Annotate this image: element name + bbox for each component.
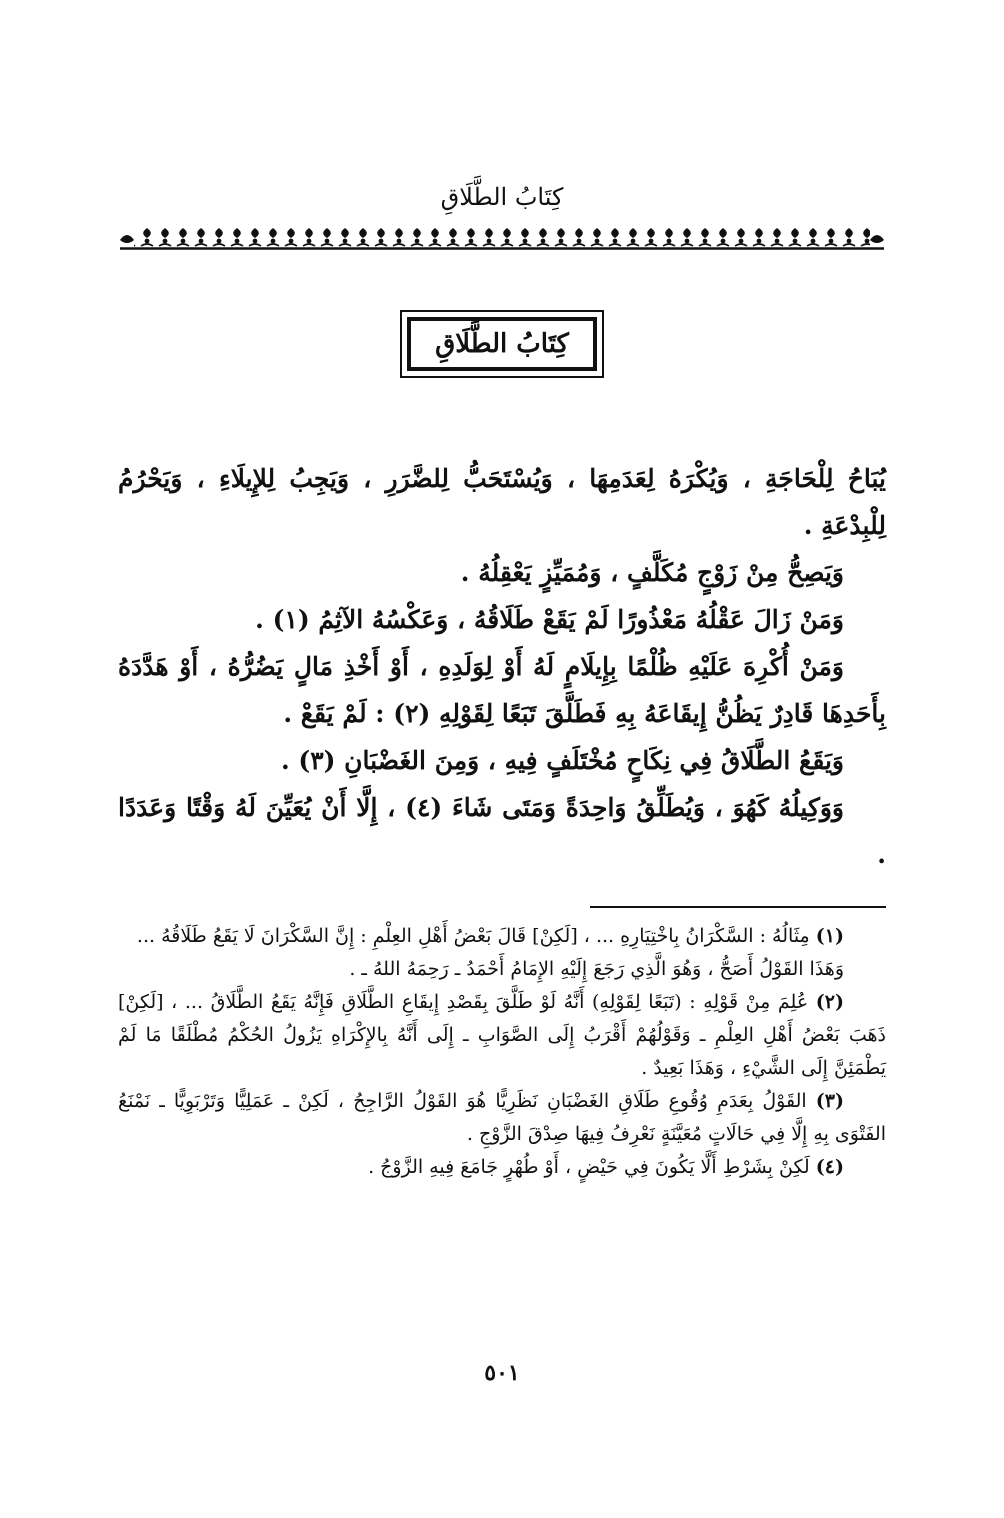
running-header: كِتَابُ الطَّلَاقِ [440, 183, 564, 211]
page-number: ٥٠١ [484, 1360, 520, 1386]
chapter-title: كِتَابُ الطَّلَاقِ [435, 329, 569, 359]
ornament-divider [120, 226, 884, 250]
paragraph: وَيَصِحُّ مِنْ زَوْجٍ مُكَلَّفٍ ، وَمُمَيِّزٍ يَعْقِلُهُ . [460, 558, 844, 587]
footnote [118, 953, 886, 986]
footnote-text: مِثَالُهُ : السَّكْرَانُ بِاخْتِيَارِهِ ... ، [لَكِنْ] قَالَ بَعْضُ أَهْلِ العِلْمِ : إِنَّ السَّكْرَانَ لَا يَقَعُ طَلَاقُهُ ... [136, 925, 810, 947]
footnote-number: (٣) [815, 1090, 844, 1112]
paragraph: وَمَنْ أُكْرِهَ عَلَيْهِ ظُلْمًا بِإِيلَامٍ لَهُ أَوْ لِوَلَدِهِ ، أَوْ أَخْذِ مَالٍ يَضُرُّهُ ، أَوْ هَدَّدَهُ بِأَحَدِهَا قَادِرٌ يَظُنُّ إِيقَاعَهُ بِهِ فَطَلَّقَ تَبَعًا لِقَوْلِهِ (٢) : لَمْ يَقَعْ . [118, 652, 886, 728]
paragraph: وَيَقَعُ الطَّلَاقُ فِي نِكَاحٍ مُخْتَلَفٍ فِيهِ ، وَمِنَ الغَضْبَانِ (٣) . [280, 746, 844, 775]
footnote [118, 986, 886, 1085]
footnote-text: عُلِمَ مِنْ قَوْلِهِ : (تَبَعًا لِقَوْلِهِ) أَنَّهُ لَوْ طَلَّقَ بِقَصْدِ إِيقَاعِ الطَّلَاقِ فَإِنَّهُ يَقَعُ الطَّلَاقُ ... ، [لَكِنْ] ذَهَبَ بَعْضُ أَهْلِ العِلْمِ ـ وَقَوْلُهُمْ أَقْرَبُ إِلَى الصَّوَابِ ـ إِلَى أَنَّهُ بِالإِكْرَاهِ يَزُولُ الحُكْمُ مُطْلَقًا مَا لَمْ يَطْمَئِنَّ إِلَى الشَّيْءِ ، وَهَذَا بَعِيدٌ . [118, 991, 886, 1079]
footnote [118, 1085, 886, 1151]
footnote-text: وَهَذَا القَوْلُ أَصَحُّ ، وَهُوَ الَّذِي رَجَعَ إِلَيْهِ الإِمَامُ أَحْمَدُ ـ رَحِمَهُ اللهُ ـ . [349, 958, 844, 980]
footnotes [118, 920, 886, 1184]
paragraph: يُبَاحُ لِلْحَاجَةِ ، وَيُكْرَهُ لِعَدَمِهَا ، وَيُسْتَحَبُّ لِلضَّرَرِ ، وَيَجِبُ لِلإِيلَاءِ ، وَيَحْرُمُ لِلْبِدْعَةِ . [118, 464, 886, 540]
footnote-separator [590, 906, 886, 908]
footnote-number: (٤) [815, 1156, 844, 1178]
footnote-text: لَكِنْ بِشَرْطِ أَلَّا يَكُونَ فِي حَيْضٍ ، أَوْ طُهْرٍ جَامَعَ فِيهِ الزَّوْجُ . [368, 1156, 810, 1178]
footnote [118, 1151, 886, 1184]
paragraph: وَمَنْ زَالَ عَقْلُهُ مَعْذُورًا لَمْ يَقَعْ طَلَاقُهُ ، وَعَكْسُهُ الآثِمُ (١) . [255, 605, 844, 634]
paragraph: وَوَكِيلُهُ كَهُوَ ، وَيُطَلِّقُ وَاحِدَةً وَمَتَى شَاءَ (٤) ، إِلَّا أَنْ يُعَيِّنَ لَهُ وَقْتًا وَعَدَدًا . [118, 793, 886, 869]
footnote-text: القَوْلُ بِعَدَمِ وُقُوعِ طَلَاقِ الغَضْبَانِ نَظَرِيًّا هُوَ القَوْلُ الرَّاجِحُ ، لَكِنْ ـ عَمَلِيًّا وَتَرْبَوِيًّا ـ نَمْنَعُ الفَتْوَى بِهِ إِلَّا فِي حَالَاتٍ مُعَيَّنَةٍ نَعْرِفُ فِيهَا صِدْقَ الزَّوْجِ . [118, 1090, 886, 1145]
chapter-title-box [400, 310, 604, 378]
main-text [118, 455, 886, 878]
footnote [118, 920, 886, 953]
footnote-number: (١) [815, 925, 844, 947]
footnote-number: (٢) [815, 991, 844, 1013]
